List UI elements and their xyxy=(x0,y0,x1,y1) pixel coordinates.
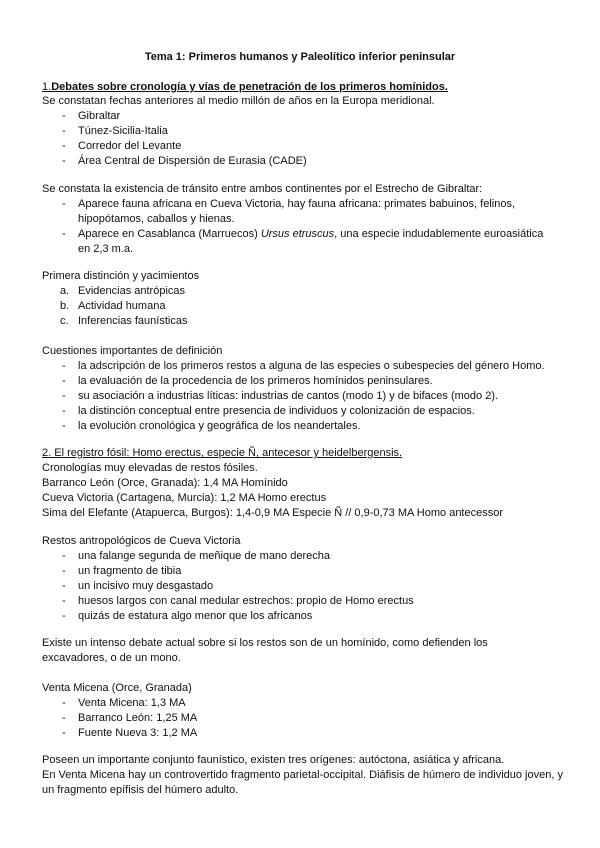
item-text: Evidencias antrópicas xyxy=(78,285,186,297)
list-item xyxy=(42,726,562,741)
item-text: Área Central de Dispersión de Eurasia (CADE) xyxy=(78,155,307,167)
paragraph: Cronologías muy elevadas de restos fósiles. xyxy=(42,462,258,474)
bullet: - xyxy=(62,595,66,607)
list-item xyxy=(42,197,552,227)
list-item xyxy=(42,419,582,434)
list-item xyxy=(42,154,562,169)
questions-block xyxy=(42,344,582,434)
paragraph: Se constatan fechas anteriores al medio millón de años en la Europa meridional. xyxy=(42,95,435,107)
list-item xyxy=(42,359,582,374)
item-text: la adscripción de los primeros restos a alguna de las especies o subespecies del género Homo. xyxy=(78,360,545,372)
item-text: quizás de estatura algo menor que los africanos xyxy=(78,610,313,622)
item-text: Venta Micena: 1,3 MA xyxy=(78,697,186,709)
remains-block xyxy=(42,534,562,624)
bullet: - xyxy=(62,565,66,577)
bullet: - xyxy=(62,712,66,724)
item-text: su asociación a industrias líticas: industrias de cantos (modo 1) y de bifaces (modo 2). xyxy=(78,390,499,402)
item-text: Fuente Nueva 3: 1,2 MA xyxy=(78,727,198,739)
bullet: - xyxy=(62,405,66,417)
list-item xyxy=(42,124,562,139)
list-item xyxy=(42,696,562,711)
item-text: un fragmento de tibia xyxy=(78,565,182,577)
list-item xyxy=(42,139,562,154)
item-text: Túnez-Sicilia-Italia xyxy=(78,125,168,137)
list-item xyxy=(42,564,562,579)
section-2-heading: 2. El registro fósil: Homo erectus, especie Ñ, antecesor y heidelbergensis. xyxy=(42,447,403,459)
paragraph: Sima del Elefante (Atapuerca, Burgos): 1,4-0,9 MA Especie Ñ // 0,9-0,73 MA Homo antecessor xyxy=(42,507,504,519)
document-title: Tema 1: Primeros humanos y Paleolítico inferior peninsular xyxy=(144,51,456,63)
paragraph: Cueva Victoria (Cartagena, Murcia): 1,2 MA Homo erectus xyxy=(42,492,327,504)
item-text: , una especie indudablemente euroasiática en 2,3 m.a. xyxy=(78,228,544,255)
list-item xyxy=(42,109,562,124)
list-item xyxy=(42,579,562,594)
venta-block xyxy=(42,681,562,741)
bullet: - xyxy=(62,580,66,592)
item-text: Gibraltar xyxy=(78,110,121,122)
bullet: - xyxy=(62,198,66,210)
paragraph: En Venta Micena hay un controvertido fragmento parietal-occipital. Diáfisis de húmero de individuo joven, y un fragmento epífisis del húmero adulto. xyxy=(42,769,563,796)
item-text: Aparece en Casablanca (Marruecos) xyxy=(78,228,261,240)
bullet: - xyxy=(62,360,66,372)
transit-block xyxy=(42,182,552,257)
list-item xyxy=(42,314,562,329)
item-text: Aparece fauna africana en Cueva Victoria, hay fauna africana: primates babuinos, felinos, hipopótamos, caballos y hienas. xyxy=(78,198,516,225)
bullet: - xyxy=(62,228,66,240)
list-marker: c. xyxy=(60,315,69,327)
list-item xyxy=(42,549,562,564)
heading-number: 1. xyxy=(42,81,52,93)
section-1-heading xyxy=(42,80,562,95)
section-2 xyxy=(42,446,582,521)
bullet: - xyxy=(62,550,66,562)
bullet: - xyxy=(62,125,66,137)
item-text: Inferencias faunísticas xyxy=(78,315,188,327)
list-item xyxy=(42,389,582,404)
bullet: - xyxy=(62,110,66,122)
list-item xyxy=(42,594,562,609)
list-item xyxy=(42,711,562,726)
list-item xyxy=(42,374,582,389)
fauna-block xyxy=(42,753,570,798)
paragraph: Poseen un importante conjunto faunístico, existen tres orígenes: autóctona, asiática y africana. xyxy=(42,754,505,766)
bullet: - xyxy=(62,420,66,432)
item-text: la evolución cronológica y geográfica de los neandertales. xyxy=(78,420,361,432)
bullet: - xyxy=(62,697,66,709)
paragraph: Barranco León (Orce, Granada): 1,4 MA Homínido xyxy=(42,477,288,489)
debate-paragraph: Existe un intenso debate actual sobre si los restos son de un homínido, como defienden los excavadores, o de un mono. xyxy=(42,637,488,664)
item-text: un incisivo muy desgastado xyxy=(78,580,214,592)
paragraph: Se constata la existencia de tránsito entre ambos continentes por el Estrecho de Gibraltar: xyxy=(42,183,483,195)
item-text: Barranco León: 1,25 MA xyxy=(78,712,198,724)
item-text: una falange segunda de meñique de mano derecha xyxy=(78,550,330,562)
list-item xyxy=(42,609,562,624)
list-item xyxy=(42,299,562,314)
bullet: - xyxy=(62,155,66,167)
paragraph: Restos antropológicos de Cueva Victoria xyxy=(42,535,241,547)
item-text: la evaluación de la procedencia de los primeros homínidos peninsulares. xyxy=(78,375,433,387)
bullet: - xyxy=(62,140,66,152)
distinction-block xyxy=(42,269,562,329)
item-text: Actividad humana xyxy=(78,300,166,312)
bullet: - xyxy=(62,375,66,387)
routes-block xyxy=(42,94,562,169)
bullet: - xyxy=(62,727,66,739)
paragraph: Venta Micena (Orce, Granada) xyxy=(42,682,192,694)
list-item xyxy=(42,404,582,419)
bullet: - xyxy=(62,390,66,402)
list-item xyxy=(42,227,552,257)
list-marker: a. xyxy=(60,285,70,297)
item-text: huesos largos con canal medular estrechos: propio de Homo erectus xyxy=(78,595,414,607)
list-item xyxy=(42,284,562,299)
bullet: - xyxy=(62,610,66,622)
species-name: Ursus etruscus xyxy=(260,228,335,240)
heading-text: Debates sobre cronología y vías de penetración de los primeros homínidos. xyxy=(51,81,448,93)
item-text: la distinción conceptual entre presencia de individuos y colonización de espacios. xyxy=(78,405,475,417)
paragraph: Primera distinción y yacimientos xyxy=(42,270,200,282)
paragraph: Cuestiones importantes de definición xyxy=(42,345,223,357)
item-text: Corredor del Levante xyxy=(78,140,182,152)
list-marker: b. xyxy=(60,300,70,312)
